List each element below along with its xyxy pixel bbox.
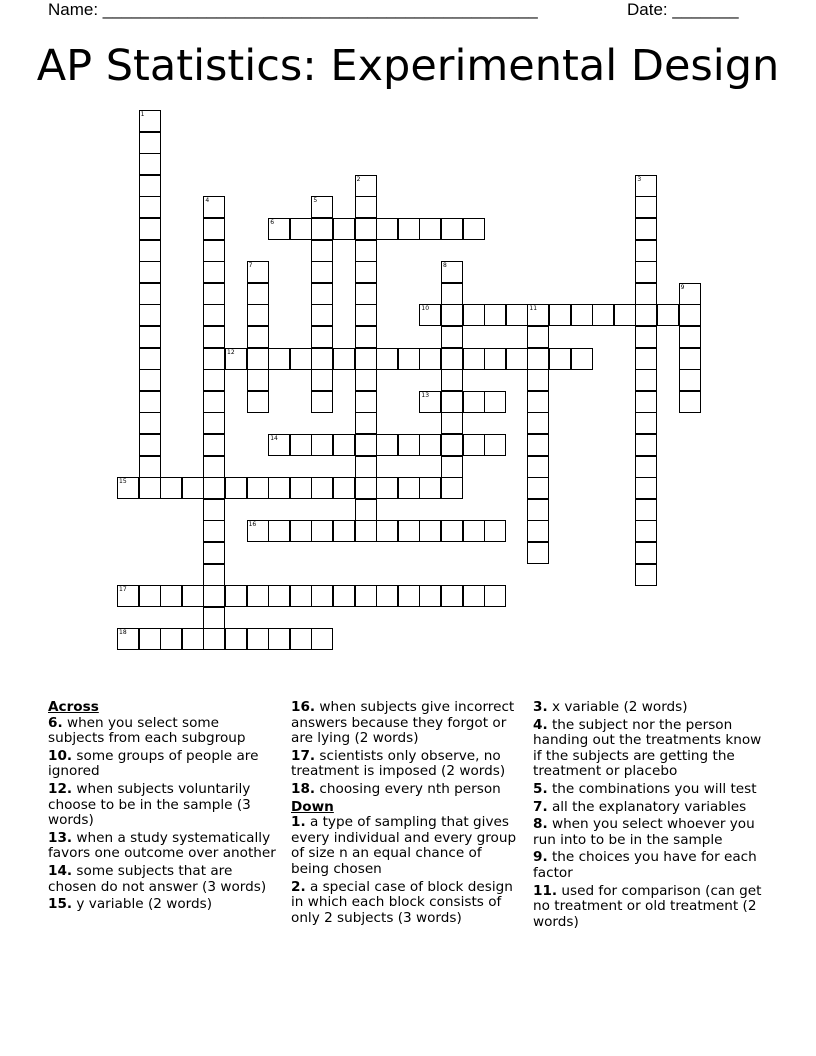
crossword-cell[interactable] — [203, 412, 225, 434]
clue-number: 1. — [291, 814, 306, 831]
crossword-cell[interactable] — [635, 434, 657, 456]
crossword-cell[interactable] — [441, 369, 463, 391]
crossword-cell[interactable] — [571, 348, 593, 370]
crossword-cell[interactable] — [484, 304, 506, 326]
crossword-cell[interactable] — [463, 218, 485, 240]
date-field-label: Date: _______ — [627, 0, 739, 19]
crossword-cell[interactable] — [441, 520, 463, 542]
crossword-cell[interactable] — [203, 261, 225, 283]
clue-across-17 — [291, 749, 523, 780]
crossword-cell[interactable] — [549, 348, 571, 370]
cell-number: 8 — [443, 262, 447, 270]
crossword-cell[interactable] — [117, 628, 139, 650]
crossword-cell[interactable] — [441, 326, 463, 348]
crossword-cell[interactable] — [419, 520, 441, 542]
crossword-cell[interactable] — [527, 369, 549, 391]
crossword-cell[interactable] — [355, 456, 377, 478]
crossword-cell[interactable] — [139, 261, 161, 283]
crossword-cell[interactable] — [527, 412, 549, 434]
clue-number: 18. — [291, 780, 316, 797]
crossword-cell[interactable] — [333, 520, 355, 542]
crossword-cell[interactable] — [527, 542, 549, 564]
clue-text: when subjects voluntarily choose to be in the sample (3 words) — [48, 780, 251, 829]
crossword-cell[interactable] — [463, 348, 485, 370]
clue-down-1 — [291, 815, 523, 877]
crossword-cell[interactable] — [441, 304, 463, 326]
crossword-cell[interactable] — [398, 434, 420, 456]
crossword-cell[interactable] — [225, 477, 247, 499]
crossword-cell[interactable] — [160, 585, 182, 607]
crossword-cell[interactable] — [311, 369, 333, 391]
crossword-cell[interactable] — [527, 348, 549, 370]
clue-across-13 — [48, 831, 278, 862]
crossword-cell[interactable] — [247, 326, 269, 348]
crossword-cell[interactable] — [398, 348, 420, 370]
clue-number: 10. — [48, 747, 73, 764]
crossword-cell[interactable] — [268, 348, 290, 370]
crossword-cell[interactable] — [355, 520, 377, 542]
crossword-cell[interactable] — [635, 218, 657, 240]
crossword-cell[interactable] — [182, 628, 204, 650]
clue-number: 16. — [291, 699, 316, 715]
crossword-cell[interactable] — [549, 304, 571, 326]
crossword-cell[interactable] — [333, 434, 355, 456]
clue-number: 2. — [291, 878, 306, 895]
crossword-cell[interactable] — [635, 520, 657, 542]
clue-down-9 — [533, 850, 768, 881]
crossword-cell[interactable] — [247, 477, 269, 499]
crossword-cell[interactable] — [333, 477, 355, 499]
crossword-cell[interactable] — [139, 110, 161, 132]
crossword-cell[interactable] — [355, 412, 377, 434]
clue-number: 14. — [48, 862, 73, 879]
cell-number: 6 — [270, 219, 275, 226]
crossword-cell[interactable] — [290, 434, 312, 456]
crossword-cell[interactable] — [203, 304, 225, 326]
crossword-cell[interactable] — [182, 585, 204, 607]
crossword-cell[interactable] — [635, 348, 657, 370]
clue-text: used for comparison (can get no treatment or old treatment (2 words) — [533, 882, 762, 930]
cell-number: 5 — [313, 197, 318, 205]
crossword-cell[interactable] — [247, 520, 269, 542]
crossword-cell[interactable] — [247, 304, 269, 326]
clue-number: 15. — [48, 896, 73, 913]
cell-number: 15 — [119, 478, 127, 486]
crossword-cell[interactable] — [311, 628, 333, 650]
page-title: AP Statistics: Experimental Design — [36, 41, 780, 91]
clue-text: when a study systematically favors one outcome over another — [48, 829, 276, 862]
cell-number: 13 — [421, 391, 430, 399]
clue-number: 4. — [533, 716, 548, 733]
crossword-cell[interactable] — [484, 520, 506, 542]
crossword-cell[interactable] — [614, 304, 636, 326]
clue-text: y variable (2 words) — [76, 896, 213, 913]
crossword-cell[interactable] — [635, 261, 657, 283]
clue-column-3 — [533, 700, 768, 932]
clue-across-14 — [48, 864, 278, 895]
crossword-cell[interactable] — [527, 391, 549, 413]
crossword-cell[interactable] — [398, 218, 420, 240]
crossword-cell[interactable] — [139, 477, 161, 499]
clue-text: the combinations you will test — [551, 780, 757, 797]
crossword-cell[interactable] — [139, 326, 161, 348]
crossword-cell[interactable] — [376, 520, 398, 542]
crossword-cell[interactable] — [139, 585, 161, 607]
crossword-cell[interactable] — [203, 218, 225, 240]
crossword-cell[interactable] — [355, 477, 377, 499]
crossword-cell[interactable] — [355, 326, 377, 348]
crossword-cell[interactable] — [355, 175, 377, 197]
clue-text: the choices you have for each factor — [533, 849, 757, 881]
crossword-cell[interactable] — [355, 499, 377, 521]
crossword-cell[interactable] — [419, 304, 441, 326]
crossword-cell[interactable] — [333, 585, 355, 607]
clue-down-3 — [533, 700, 768, 716]
clue-text: a special case of block design in which each block consists of only 2 subjects (3 words) — [291, 878, 513, 926]
crossword-cell[interactable] — [679, 326, 701, 348]
crossword-cell[interactable] — [290, 348, 312, 370]
crossword-cell[interactable] — [376, 477, 398, 499]
crossword-cell[interactable] — [139, 304, 161, 326]
clue-text: choosing every nth person — [319, 780, 501, 797]
crossword-cell[interactable] — [635, 240, 657, 262]
crossword-cell[interactable] — [139, 456, 161, 478]
crossword-cell[interactable] — [247, 585, 269, 607]
crossword-cell[interactable] — [290, 585, 312, 607]
crossword-cell[interactable] — [311, 261, 333, 283]
crossword-cell[interactable] — [419, 218, 441, 240]
crossword-cell[interactable] — [463, 585, 485, 607]
crossword-cell[interactable] — [117, 477, 139, 499]
crossword-cell[interactable] — [203, 369, 225, 391]
crossword-cell[interactable] — [311, 391, 333, 413]
crossword-cell[interactable] — [679, 304, 701, 326]
cell-number: 4 — [205, 197, 210, 205]
crossword-cell[interactable] — [311, 585, 333, 607]
crossword-cell[interactable] — [527, 499, 549, 521]
crossword-cell[interactable] — [139, 240, 161, 262]
crossword-cell[interactable] — [441, 412, 463, 434]
crossword-cell[interactable] — [355, 196, 377, 218]
clue-text: some subjects that are chosen do not answer (3 words) — [48, 862, 267, 895]
clue-down-11 — [533, 884, 768, 931]
cell-number: 17 — [119, 586, 127, 594]
crossword-cell[interactable] — [203, 477, 225, 499]
crossword-cell[interactable] — [376, 218, 398, 240]
crossword-cell[interactable] — [376, 348, 398, 370]
crossword-cell[interactable] — [139, 218, 161, 240]
name-field-label: Name: ______________________________________________ — [48, 0, 538, 19]
crossword-cell[interactable] — [635, 499, 657, 521]
crossword-cell[interactable] — [311, 477, 333, 499]
crossword-cell[interactable] — [527, 434, 549, 456]
clue-number: 13. — [48, 829, 73, 846]
crossword-cell[interactable] — [419, 585, 441, 607]
crossword-cell[interactable] — [441, 456, 463, 478]
crossword-cell[interactable] — [484, 585, 506, 607]
cell-number: 2 — [356, 175, 361, 183]
clue-number: 3. — [533, 699, 548, 715]
clue-number: 6. — [48, 714, 63, 731]
clue-number: 12. — [48, 780, 73, 797]
crossword-cell[interactable] — [311, 520, 333, 542]
crossword-cell[interactable] — [635, 542, 657, 564]
crossword-cell[interactable] — [484, 391, 506, 413]
crossword-cell[interactable] — [527, 477, 549, 499]
crossword-cell[interactable] — [398, 477, 420, 499]
crossword-cell[interactable] — [139, 175, 161, 197]
crossword-cell[interactable] — [355, 304, 377, 326]
crossword-cell[interactable] — [203, 499, 225, 521]
crossword-cell[interactable] — [441, 261, 463, 283]
crossword-cell[interactable] — [139, 434, 161, 456]
clue-text: a type of sampling that gives every individual and every group of size n an equal chance of being chosen — [291, 814, 517, 877]
crossword-cell[interactable] — [355, 369, 377, 391]
crossword-cell[interactable] — [311, 196, 333, 218]
crossword-cell[interactable] — [203, 240, 225, 262]
clue-column-2 — [291, 700, 523, 928]
crossword-cell[interactable] — [376, 434, 398, 456]
crossword-cell[interactable] — [139, 132, 161, 154]
cell-number: 14 — [270, 435, 278, 442]
crossword-cell[interactable] — [203, 585, 225, 607]
crossword-cell[interactable] — [203, 542, 225, 564]
crossword-cell[interactable] — [333, 218, 355, 240]
cell-number: 1 — [140, 111, 145, 118]
cell-number: 18 — [119, 629, 127, 637]
crossword-cell[interactable] — [355, 585, 377, 607]
cell-number: 12 — [227, 348, 235, 356]
crossword-cell[interactable] — [160, 628, 182, 650]
crossword-cell[interactable] — [203, 326, 225, 348]
crossword-cell[interactable] — [355, 283, 377, 305]
clue-across-6 — [48, 716, 278, 747]
crossword-cell[interactable] — [290, 520, 312, 542]
crossword-cell[interactable] — [139, 412, 161, 434]
across-heading: Across — [48, 699, 99, 715]
crossword-cell[interactable] — [311, 218, 333, 240]
crossword-cell[interactable] — [463, 304, 485, 326]
crossword-cell[interactable] — [441, 218, 463, 240]
crossword-cell[interactable] — [139, 628, 161, 650]
cell-number: 11 — [529, 305, 538, 313]
crossword-cell[interactable] — [441, 283, 463, 305]
clue-down-2 — [291, 880, 523, 927]
crossword-cell[interactable] — [484, 434, 506, 456]
clue-down-4 — [533, 718, 768, 780]
crossword-cell[interactable] — [203, 564, 225, 586]
crossword-cell[interactable] — [463, 391, 485, 413]
crossword-cell[interactable] — [247, 628, 269, 650]
cell-number: 9 — [680, 283, 685, 291]
crossword-cell[interactable] — [333, 348, 355, 370]
clue-number: 7. — [533, 798, 548, 815]
crossword-cell[interactable] — [268, 585, 290, 607]
crossword-cell[interactable] — [203, 607, 225, 629]
crossword-cell[interactable] — [419, 391, 441, 413]
crossword-cell[interactable] — [139, 369, 161, 391]
crossword-cell[interactable] — [355, 218, 377, 240]
clue-number: 9. — [533, 849, 548, 866]
crossword-cell[interactable] — [225, 585, 247, 607]
crossword-cell[interactable] — [203, 434, 225, 456]
clue-text: when you select whoever you run into to be in the sample — [533, 816, 755, 848]
clue-number: 17. — [291, 747, 316, 764]
crossword-cell[interactable] — [419, 477, 441, 499]
crossword-cell[interactable] — [635, 564, 657, 586]
crossword-cell[interactable] — [506, 304, 528, 326]
clue-down-8 — [533, 817, 768, 848]
crossword-cell[interactable] — [657, 304, 679, 326]
crossword-cell[interactable] — [355, 261, 377, 283]
crossword-cell[interactable] — [311, 348, 333, 370]
crossword-cell[interactable] — [355, 348, 377, 370]
crossword-cell[interactable] — [139, 153, 161, 175]
clue-across-16 — [291, 700, 523, 747]
crossword-cell[interactable] — [247, 348, 269, 370]
crossword-cell[interactable] — [182, 477, 204, 499]
crossword-cell[interactable] — [247, 391, 269, 413]
crossword-cell[interactable] — [376, 585, 398, 607]
clue-text: when subjects give incorrect answers because they forgot or are lying (2 words) — [291, 699, 515, 747]
cell-number: 7 — [248, 262, 253, 270]
crossword-cell[interactable] — [463, 434, 485, 456]
crossword-cell[interactable] — [268, 218, 290, 240]
crossword-cell[interactable] — [527, 456, 549, 478]
cell-number: 10 — [421, 305, 430, 313]
crossword-cell[interactable] — [398, 520, 420, 542]
crossword-cell[interactable] — [311, 434, 333, 456]
crossword-cell[interactable] — [506, 348, 528, 370]
clue-number: 5. — [533, 780, 548, 797]
crossword-cell[interactable] — [635, 304, 657, 326]
clue-across-15 — [48, 897, 278, 913]
clue-text: x variable (2 words) — [551, 699, 688, 715]
crossword-cell[interactable] — [117, 585, 139, 607]
crossword-cell[interactable] — [527, 326, 549, 348]
crossword-cell[interactable] — [203, 348, 225, 370]
clue-text: scientists only observe, no treatment is imposed (2 words) — [291, 747, 506, 780]
crossword-cell[interactable] — [225, 628, 247, 650]
crossword-cell[interactable] — [139, 348, 161, 370]
crossword-cell[interactable] — [635, 456, 657, 478]
crossword-cell[interactable] — [290, 218, 312, 240]
clue-down-7 — [533, 800, 768, 816]
crossword-cell[interactable] — [635, 477, 657, 499]
crossword-cell[interactable] — [355, 391, 377, 413]
crossword-cell[interactable] — [268, 628, 290, 650]
crossword-cell[interactable] — [441, 391, 463, 413]
crossword-cell[interactable] — [398, 585, 420, 607]
crossword-cell[interactable] — [484, 348, 506, 370]
crossword-cell[interactable] — [290, 477, 312, 499]
down-heading: Down — [291, 798, 334, 815]
clue-text: some groups of people are ignored — [48, 747, 259, 780]
clue-text: all the explanatory variables — [551, 798, 747, 815]
crossword-cell[interactable] — [247, 261, 269, 283]
crossword-cell[interactable] — [679, 348, 701, 370]
crossword-cell[interactable] — [139, 391, 161, 413]
crossword-cell[interactable] — [635, 369, 657, 391]
crossword-cell[interactable] — [441, 434, 463, 456]
crossword-cell[interactable] — [635, 412, 657, 434]
crossword-cell[interactable] — [311, 283, 333, 305]
crossword-cell[interactable] — [635, 391, 657, 413]
crossword-cell[interactable] — [635, 196, 657, 218]
clue-text: the subject nor the person handing out the treatments know if the subjects are getting the treatment or placebo — [533, 716, 762, 780]
crossword-cell[interactable] — [441, 477, 463, 499]
crossword-cell[interactable] — [635, 175, 657, 197]
clue-text: when you select some subjects from each subgroup — [48, 714, 246, 747]
clue-down-5 — [533, 782, 768, 798]
crossword-cell[interactable] — [571, 304, 593, 326]
crossword-cell[interactable] — [527, 304, 549, 326]
crossword-cell[interactable] — [203, 391, 225, 413]
crossword-cell[interactable] — [139, 196, 161, 218]
clue-column-1 — [48, 700, 278, 915]
crossword-cell[interactable] — [268, 520, 290, 542]
crossword-cell[interactable] — [679, 369, 701, 391]
crossword-cell[interactable] — [203, 196, 225, 218]
crossword-cell[interactable] — [419, 434, 441, 456]
clue-number: 11. — [533, 882, 558, 899]
crossword-cell[interactable] — [160, 477, 182, 499]
crossword-cell[interactable] — [203, 628, 225, 650]
crossword-cell[interactable] — [592, 304, 614, 326]
cell-number: 3 — [637, 175, 642, 183]
crossword-cell[interactable] — [311, 240, 333, 262]
crossword-cell[interactable] — [679, 391, 701, 413]
crossword-cell[interactable] — [355, 434, 377, 456]
crossword-cell[interactable] — [290, 628, 312, 650]
crossword-cell[interactable] — [203, 520, 225, 542]
crossword-cell[interactable] — [679, 283, 701, 305]
crossword-cell[interactable] — [225, 348, 247, 370]
crossword-cell[interactable] — [311, 326, 333, 348]
crossword-cell[interactable] — [419, 348, 441, 370]
crossword-cell[interactable] — [441, 348, 463, 370]
clue-number: 8. — [533, 816, 548, 833]
crossword-cell[interactable] — [268, 434, 290, 456]
crossword-cell[interactable] — [247, 369, 269, 391]
crossword-cell[interactable] — [203, 283, 225, 305]
crossword-cell[interactable] — [268, 477, 290, 499]
clue-across-10 — [48, 749, 278, 780]
clue-across-12 — [48, 782, 278, 829]
crossword-cell[interactable] — [635, 283, 657, 305]
clue-across-18 — [291, 782, 523, 798]
crossword-cell[interactable] — [355, 240, 377, 262]
crossword-cell[interactable] — [139, 283, 161, 305]
crossword-cell[interactable] — [203, 456, 225, 478]
crossword-cell[interactable] — [527, 520, 549, 542]
crossword-cell[interactable] — [635, 326, 657, 348]
crossword-cell[interactable] — [311, 304, 333, 326]
crossword-cell[interactable] — [441, 585, 463, 607]
cell-number: 16 — [248, 521, 257, 529]
crossword-cell[interactable] — [463, 520, 485, 542]
crossword-cell[interactable] — [247, 283, 269, 305]
